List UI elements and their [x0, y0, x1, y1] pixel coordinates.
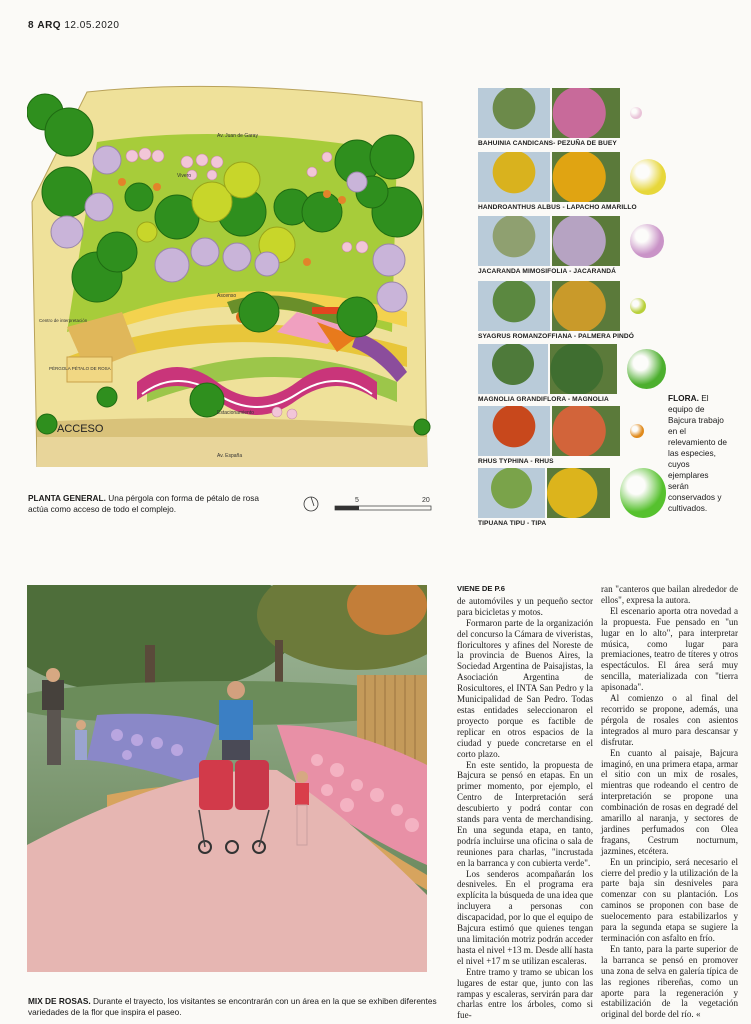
species-symbol-icon: [620, 468, 666, 518]
species-name: MAGNOLIA GRANDIFLORA - MAGNOLIA: [478, 396, 609, 403]
species-photo-tree: [478, 152, 550, 202]
species-symbol-icon: [630, 107, 642, 119]
flora-caption-lead: FLORA.: [668, 393, 699, 403]
species-photo-flower: [547, 468, 610, 518]
article-paragraph: En cuanto al paisaje, Bajcura imaginó, en una primera etapa, armar el sitio con un mix de rosales, mientras que rodeando el centro de interpretación se propone una combinación de rosas en degradé del amarillo al naranja, y sectores de jardines perfumados con Olea fragans, Cestrum nocturnum, jazmines, etcétera.: [601, 747, 738, 856]
species-name: HANDROANTHUS ALBUS - LAPACHO AMARILLO: [478, 204, 637, 211]
species-photo-tree: [478, 468, 545, 518]
plan-label-pergola: PÉRGOLA PÉTALO DE ROSA: [49, 366, 111, 371]
plan-caption-text: Una pérgola con forma de pétalo de rosa actúa como acceso de todo el complejo.: [28, 493, 260, 514]
species-item: [478, 281, 666, 340]
article-column-1: [457, 584, 593, 1021]
species-symbol-icon: [630, 424, 644, 438]
species-item: [478, 88, 666, 147]
species-photo-flower: [552, 406, 620, 456]
species-photo-tree: [478, 88, 550, 138]
species-item: [478, 406, 666, 465]
article-paragraph: ran "canteros que bailan alrededor de ellos", expresa la autora.: [601, 584, 738, 605]
site-plan: [27, 82, 433, 467]
article-column-2: [601, 584, 738, 1020]
species-symbol-icon: [627, 349, 666, 389]
article-paragraph: En tanto, para la parte superior de la barranca se pensó en promover una zona de selva en galería típica de las regiones ribereñas, como un aporte para la regeneración y estabilización de la vegetación original del borde del río. «: [601, 943, 738, 1020]
rose-garden-rendering: [27, 585, 427, 972]
photo-caption: [28, 996, 448, 1018]
plan-label-centro: Centro de interpretación: [39, 318, 88, 323]
plan-label-acceso: ACCESO: [57, 423, 104, 435]
photo-caption-lead: MIX DE ROSAS.: [28, 996, 91, 1006]
plan-label-street-bottom: Av. España: [217, 453, 243, 459]
species-photo-flower: [552, 216, 620, 266]
article-paragraph: Al comienzo o al final del recorrido se propone, además, una pérgola de rosales con asientos integrados al muro para descansar y disfrutar.: [601, 693, 738, 747]
article-paragraph: Los senderos acompañarán los desniveles. En el programa era explícita la búsqueda de una idea que incluyera a personas con discapacidad, por lo que el equipo de Bajcura estimó que quienes tengan una limitación motriz podrán acceder hasta el nivel +13 m. Desde allí hasta el nivel +17 m se utilizan escaleras.: [457, 868, 593, 966]
species-photo-tree: [478, 216, 550, 266]
species-photo-flower: [552, 88, 620, 138]
section-name: ARQ: [37, 20, 62, 31]
scale-bar: [302, 492, 437, 518]
issue-date: 12.05.2020: [64, 20, 120, 31]
plan-label-ascenso: Ascenso: [217, 293, 237, 299]
species-photo-tree: [478, 406, 550, 456]
rose-garden-photo: [27, 585, 427, 972]
article-paragraph: de automóviles y un pequeño sector para bicicletas y motos.: [457, 595, 593, 617]
species-photo-flower: [552, 281, 620, 331]
scale-tick-20: 20: [422, 497, 430, 504]
species-item: [478, 216, 666, 275]
article-paragraph: Entre tramo y tramo se ubican los lugares de estar que, junto con las rampas y escaleras, servirán para dar charlas entre los árboles, como si fue-: [457, 966, 593, 1021]
species-symbol-icon: [630, 298, 646, 314]
scale-tick-5: 5: [355, 497, 359, 504]
plan-label-street-top: Av. Juan de Garay: [217, 133, 258, 139]
north-and-scale: [302, 492, 437, 518]
species-name: TIPUANA TIPU - TIPA: [478, 520, 547, 527]
species-item: [478, 468, 666, 527]
species-photo-tree: [478, 344, 548, 394]
species-name: BAHUINIA CANDICANS- PEZUÑA DE BUEY: [478, 140, 617, 147]
site-plan-drawing: [27, 82, 433, 467]
flora-caption-text: El equipo de Bajcura trabajo en el relevamiento de las especies, cuyos ejemplares serán conservados y cultivados.: [668, 393, 728, 513]
plan-caption: [28, 493, 263, 515]
article-paragraph: El escenario aporta otra novedad a la propuesta. Fue pensado en "un lugar en lo alto", para interpretar música, como lugar para premiaciones, teatro de títeres y otros espectáculos. El área será muy sencilla, materializada con "tierra apisonada".: [601, 605, 738, 693]
species-name: RHUS TYPHINA - RHUS: [478, 458, 554, 465]
species-item: [478, 344, 666, 403]
species-symbol-icon: [630, 159, 666, 195]
plan-label-estacionamiento: Estacionamiento: [217, 410, 254, 416]
species-photo-flower: [552, 152, 620, 202]
species-name: JACARANDA MIMOSIFOLIA - JACARANDÁ: [478, 268, 616, 275]
plan-caption-lead: PLANTA GENERAL.: [28, 493, 106, 503]
page-header: [28, 20, 119, 31]
page-number: 8: [28, 20, 35, 31]
flora-caption: [668, 393, 728, 514]
species-photo-flower: [550, 344, 616, 394]
article-paragraph: Formaron parte de la organización del concurso la Cámara de viveristas, floricultores y afines del Noreste de la provincia de Buenos Aires, la Sociedad Argentina de Paisajistas, la Asociación Argentina de Rosicultores, el INTA San Pedro y la Municipalidad de San Pedro. Todas estas entidades seleccionaron el proyecto porque es factible de replicar en otros espacios de la ciudad y puede concretarse en el corto plazo.: [457, 617, 593, 759]
article-paragraph: En un principio, será necesario el cierre del predio y la utilización de la parte baja sin desniveles para comenzar con su plantación. Los caminos se proponen con base de suelocemento para estabilizarlos y para la segunda etapa se sugiere la terminación con asfalto en frío.: [601, 856, 738, 943]
continued-from-label: VIENE DE P.6: [457, 584, 505, 593]
species-name: SYAGRUS ROMANZOFFIANA - PALMERA PINDÓ: [478, 333, 634, 340]
plan-label-vivero: Vivero: [177, 173, 192, 179]
species-photo-tree: [478, 281, 550, 331]
north-arrow-icon: [304, 497, 318, 511]
article-paragraph: En este sentido, la propuesta de Bajcura se pensó en etapas. En un primer momento, por ejemplo, el Centro de Interpretación será descubierto y podrá contar con stands para venta de merchandising. En una segunda etapa, en tanto, podría incluirse una oficina o sala de reuniones para charlas, "incrustada en la barranca y con cubierta verde".: [457, 759, 593, 868]
photo-caption-text: Durante el trayecto, los visitantes se encontrarán con un área en la que se exhiben diferentes variedades de la flor que inspira el paseo.: [28, 996, 437, 1017]
species-item: [478, 152, 666, 211]
species-symbol-icon: [630, 224, 664, 258]
